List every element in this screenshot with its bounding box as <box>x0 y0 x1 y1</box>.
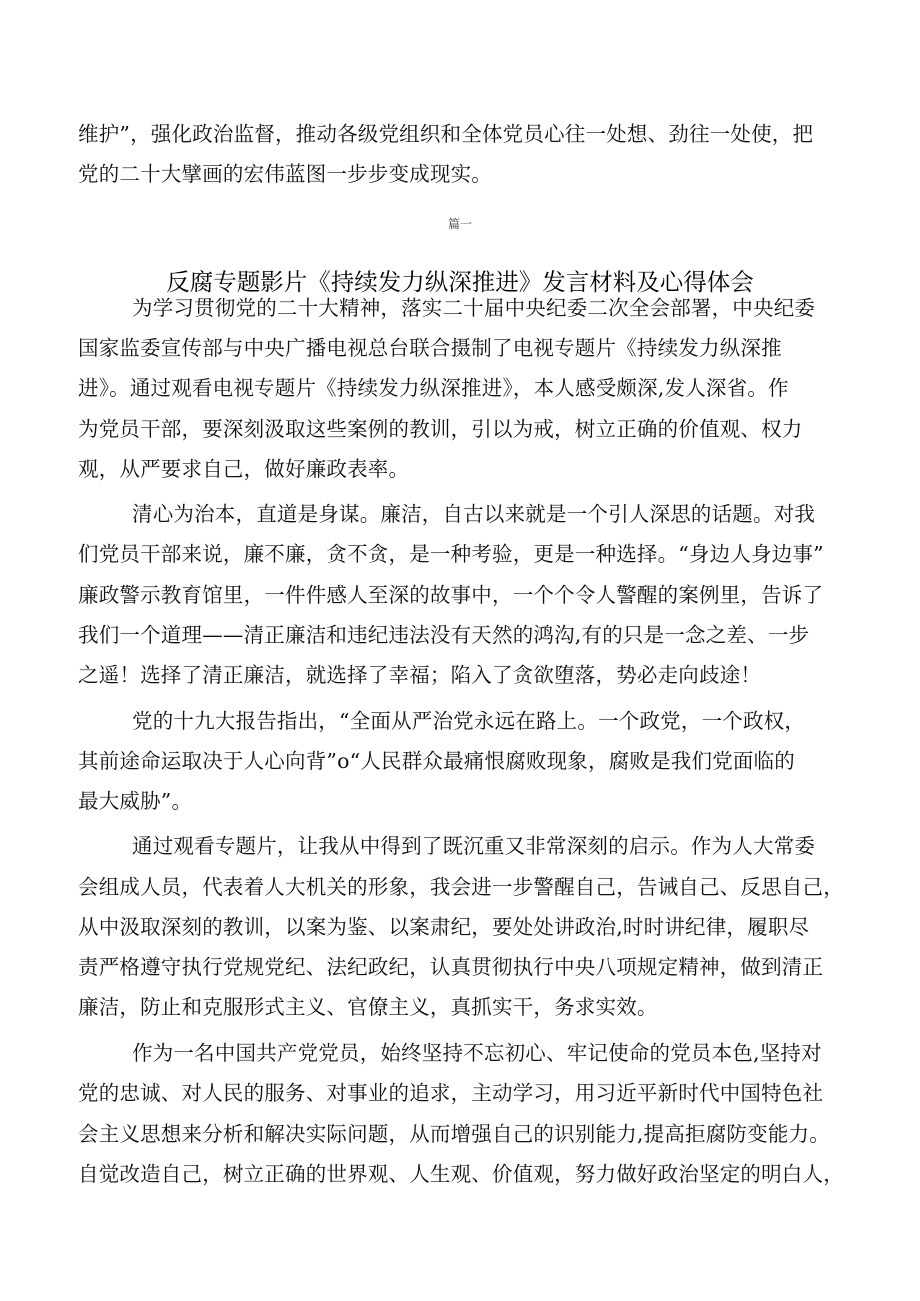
body-line: 们党员干部来说，廉不廉，贪不贪，是一种考验，更是一种选择。“身边人身边事” <box>78 542 824 566</box>
body-line: 为学习贯彻党的二十大精神，落实二十届中央纪委二次全会部署，中央纪委 <box>132 296 816 320</box>
page-title: 反腐专题影片《持续发力纵深推进》发言材料及心得体会 <box>166 267 754 296</box>
body-line: 自觉改造自己，树立正确的世界观、人生观、价值观，努力做好政治坚定的明白人， <box>78 1162 844 1186</box>
body-line: 我们一个道理——清正廉洁和违纪违法没有天然的鸿沟,有的只是一念之差、一步 <box>78 623 810 647</box>
body-line: 观，从严要求自己，做好廉政表率。 <box>78 457 410 481</box>
body-line: 进》。通过观看电视专题片《持续发力纵深推进》，本人感受颇深,发人深省。作 <box>78 376 789 400</box>
intro-line-2: 党的二十大擘画的宏伟蓝图一步步变成现实。 <box>78 162 492 186</box>
body-line: 廉政警示教育馆里，一件件感人至深的故事中，一个个令人警醒的案例里，告诉了 <box>78 583 824 607</box>
body-line: 国家监委宣传部与中央广播电视总台联合摄制了电视专题片《持续发力纵深推 <box>78 336 782 360</box>
section-label: 篇一 <box>447 217 472 231</box>
body-line: 会组成人员，代表着人大机关的形象，我会进一步警醒自己，告诫自己、反思自己， <box>78 875 844 899</box>
body-line: 责严格遵守执行党规党纪、法纪政纪，认真贯彻执行中央八项规定精神，做到清正 <box>78 955 824 979</box>
body-line: 最大威胁”。 <box>78 789 193 813</box>
body-line: 党的忠诚、对人民的服务、对事业的追求，主动学习，用习近平新时代中国特色社 <box>78 1081 824 1105</box>
body-line: 从中汲取深刻的教训，以案为鉴、以案肃纪，要处处讲政治,时时讲纪律，履职尽 <box>78 915 810 939</box>
body-line: 作为一名中国共产党党员，始终坚持不忘初心、牢记使命的党员本色,坚持对 <box>132 1041 822 1065</box>
body-line: 为党员干部，要深刻汲取这些案例的教训，引以为戒，树立正确的价值观、权力 <box>78 417 803 441</box>
body-line: 党的十九大报告指出，“全面从严治党永远在路上。一个政党，一个政权， <box>132 709 806 733</box>
intro-line-1: 维护”，强化政治监督，推动各级党组织和全体党员心往一处想、劲往一处使，把 <box>78 122 814 146</box>
body-line: 会主义思想来分析和解决实际问题，从而增强自己的识别能力,提高拒腐防变能力。 <box>78 1122 830 1146</box>
body-line: 其前途命运取决于人心向背”o“人民群众最痛恨腐败现象，腐败是我们党面临的 <box>78 749 796 773</box>
body-line: 清心为治本，直道是身谋。廉洁，自古以来就是一个引人深思的话题。对我 <box>132 502 816 526</box>
body-line: 之遥！选择了清正廉洁，就选择了幸福；陷入了贪欲堕落，势必走向歧途！ <box>78 663 762 687</box>
body-line: 通过观看专题片，让我从中得到了既沉重又非常深刻的启示。作为人大常委 <box>132 834 816 858</box>
body-line: 廉洁，防止和克服形式主义、官僚主义，真抓实干，务求实效。 <box>78 995 658 1019</box>
